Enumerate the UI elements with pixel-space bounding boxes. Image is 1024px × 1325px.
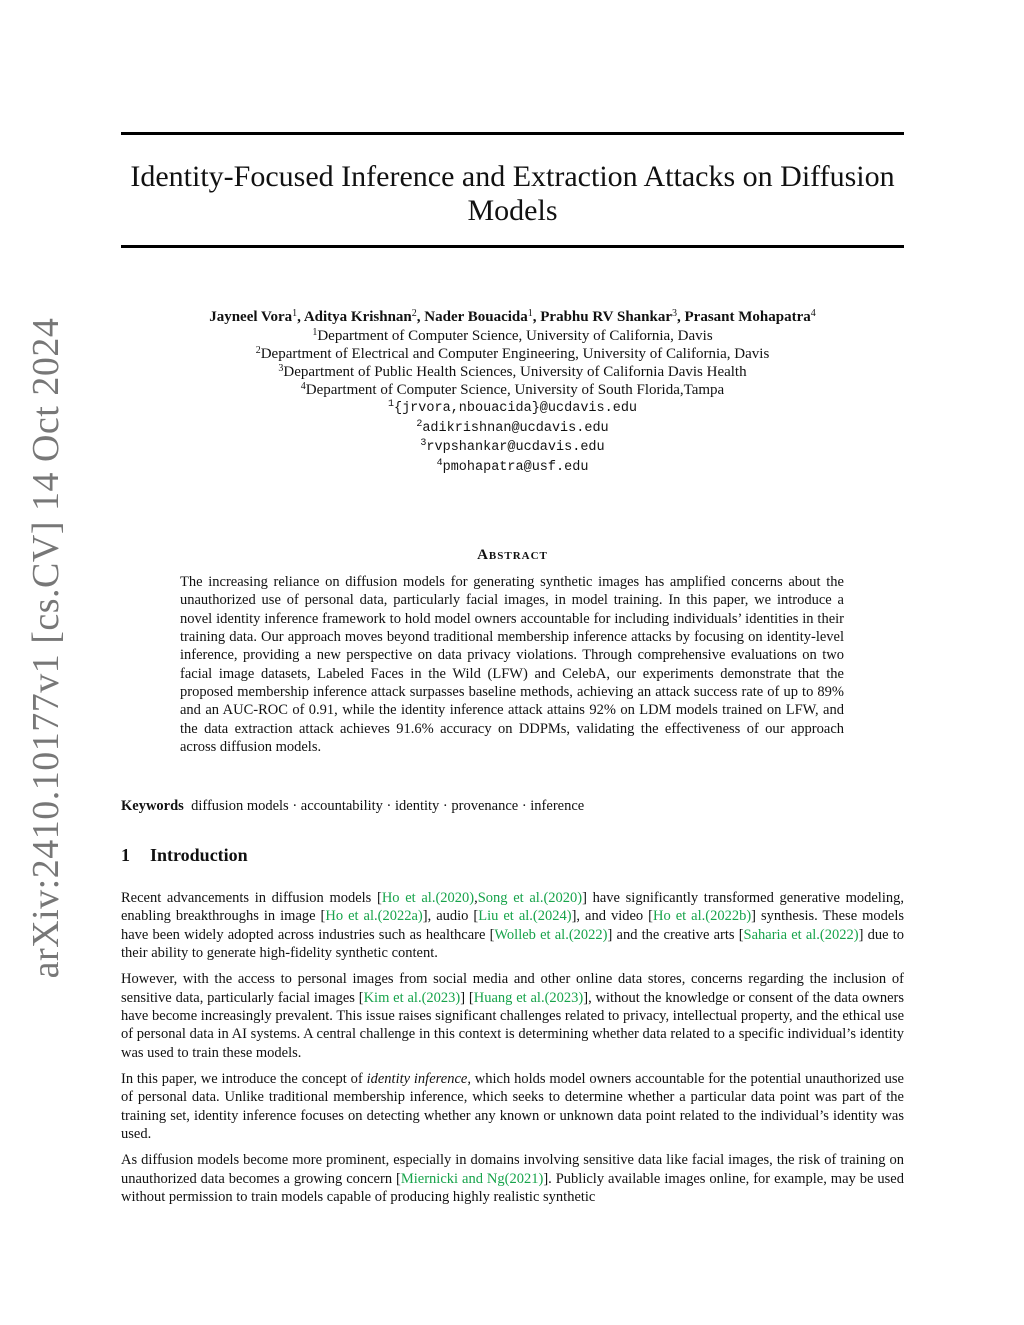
keywords-list: diffusion models · accountability · identity · provenance · inference bbox=[191, 798, 585, 814]
emphasized-term: identity inference bbox=[366, 1071, 468, 1088]
affiliation-marker: 4 bbox=[436, 457, 443, 469]
section-heading bbox=[121, 845, 248, 866]
body-paragraph: As diffusion models become more prominent, especially in domains involving sensitive data like facial images, the risk of training on unauthorized data becomes a growing concern [Miernicki and Ng(2021)]. Publicly available images online, for example, may be used without permission to train models capable of producing highly realistic synthetic bbox=[121, 1152, 904, 1206]
citation-link[interactable]: Huang et al.(2023) bbox=[473, 989, 584, 1006]
affiliation-marker: 1 bbox=[292, 308, 298, 319]
body-paragraph: However, with the access to personal images from social media and other online data stores, concerns regarding the inclusion of sensitive data, particularly facial images [Kim et al.(2023)] [Huang et al.(2023)], without the knowledge or consent of the data owners have become increasingly prevalent. This issue raises significant challenges related to privacy, intellectual property, and the ethical use of personal data in AI systems. A central challenge in this context is determining whether data related to a specific individual’s identity was used to train these models. bbox=[121, 971, 904, 1061]
keywords-label: Keywords bbox=[121, 798, 184, 814]
author-names: Jayneel Vora$^1$, Aditya Krishnan$^2$, Nader Bouacida$^1$, Prabhu RV Shankar$^3$, Prasant Mohapatra$^4$ bbox=[209, 308, 816, 325]
email-line: $^2$adikrishnan@ucdavis.edu bbox=[416, 418, 609, 436]
affiliation-marker: 1 bbox=[312, 327, 318, 338]
citation-link[interactable]: Saharia et al.(2022) bbox=[743, 926, 859, 943]
citation-link[interactable]: Ho et al.(2020) bbox=[381, 890, 475, 906]
author-name: Nader Bouacida bbox=[424, 309, 528, 325]
author-block bbox=[121, 308, 904, 477]
author-name: Prasant Mohapatra bbox=[684, 309, 811, 325]
arxiv-identifier: arXiv:2410.10177v1 [cs.CV] 14 Oct 2024 bbox=[25, 317, 67, 978]
email-line: $^3$rvpshankar@ucdavis.edu bbox=[420, 438, 605, 455]
author-name: Jayneel Vora bbox=[209, 309, 293, 325]
affiliation-line: $^2$Department of Electrical and Computer Engineering, University of California, Davis bbox=[255, 345, 770, 362]
abstract-text: The increasing reliance on diffusion models for generating synthetic images has amplified concerns about the unauthorized use of personal data, particularly facial images, in model training. In this paper, we introduce a novel identity inference framework to hold model owners accountable for including individuals’ identities in their training data. Our approach moves beyond traditional membership inference attacks by focusing on identity-level inference, providing a new perspective on data privacy violations. Through comprehensive evaluations on two facial image datasets, Labeled Faces in the Wild (LFW) and CelebA, our experiments demonstrate that the proposed membership inference attack surpasses baseline methods, achieving an attack success rate of up to 89% and an AUC-ROC of 0.91, while the identity inference attack attains 92% on LDM models trained on LFW, and the data extraction attack achieves 91.6% accuracy on DDPMs, validating the effectiveness of our approach across diffusion models. bbox=[180, 574, 844, 756]
keywords-line bbox=[121, 797, 904, 815]
affiliation-marker: 2 bbox=[416, 418, 423, 430]
body-paragraph: In this paper, we introduce the concept of identity inference, which holds model owners accountable for the potential unauthorized use of personal data. Unlike traditional membership inference, which seeks to determine whether a particular data point was part of the training set, identity inference focuses on detecting whether any known or unknown data point related to the individual’s identity was used. bbox=[121, 1071, 904, 1143]
citation-link[interactable]: Miernicki and Ng(2021) bbox=[400, 1170, 544, 1187]
affiliation-line: $^3$Department of Public Health Sciences, University of California Davis Health bbox=[278, 363, 747, 380]
affiliation-marker: 1 bbox=[527, 308, 533, 319]
email-line: $^4$pmohapatra@usf.edu bbox=[436, 457, 589, 475]
author-name: Aditya Krishnan bbox=[303, 309, 412, 325]
affiliation-line: $^4$Department of Computer Science, University of South Florida,Tampa bbox=[300, 381, 725, 398]
citation-link[interactable]: Liu et al.(2024) bbox=[478, 908, 572, 925]
body-text bbox=[121, 889, 904, 1215]
abstract-heading: Abstract bbox=[477, 547, 548, 563]
author-name: Prabhu RV Shankar bbox=[540, 309, 673, 325]
affiliation-marker: 2 bbox=[255, 345, 261, 356]
affiliation-list bbox=[121, 327, 904, 399]
affiliation-marker: 4 bbox=[300, 381, 306, 392]
email-list bbox=[121, 399, 904, 477]
citation-link[interactable]: Wolleb et al.(2022) bbox=[494, 926, 608, 943]
arxiv-side-stamp bbox=[22, 317, 70, 978]
affiliation-marker: 4 bbox=[810, 308, 816, 319]
body-paragraph: Recent advancements in diffusion models [Ho et al.(2020),Song et al.(2020)] have significantly transformed generative modeling, enabling breakthroughs in image [Ho et al.(2022a)], audio [Liu et al.(2024)], and video [Ho et al.(2022b)] synthesis. These models have been widely adopted across industries such as healthcare [Wolleb et al.(2022)] and the creative arts [Saharia et al.(2022)] due to their ability to generate high-fidelity synthetic content. bbox=[121, 890, 905, 962]
affiliation-marker: 1 bbox=[387, 399, 394, 410]
citation-link[interactable]: Ho et al.(2022b) bbox=[653, 908, 752, 925]
affiliation-line: $^1$Department of Computer Science, University of California, Davis bbox=[312, 327, 713, 344]
paper-title: Identity-Focused Inference and Extraction Attacks on Diffusion Models bbox=[130, 160, 895, 227]
affiliation-marker: 3 bbox=[672, 308, 678, 319]
citation-link[interactable]: Song et al.(2020) bbox=[477, 890, 583, 906]
email-line: $^1${jrvora,nbouacida}@ucdavis.edu bbox=[387, 399, 638, 416]
affiliation-marker: 3 bbox=[278, 363, 284, 374]
affiliation-marker: 3 bbox=[420, 438, 427, 449]
section-title: Introduction bbox=[150, 845, 248, 865]
section-number: 1 bbox=[121, 845, 130, 865]
title-top-rule bbox=[121, 132, 904, 135]
title-bottom-rule bbox=[121, 245, 904, 248]
citation-link[interactable]: Ho et al.(2022a) bbox=[325, 908, 423, 925]
affiliation-marker: 2 bbox=[411, 308, 417, 319]
citation-link[interactable]: Kim et al.(2023) bbox=[363, 989, 461, 1006]
